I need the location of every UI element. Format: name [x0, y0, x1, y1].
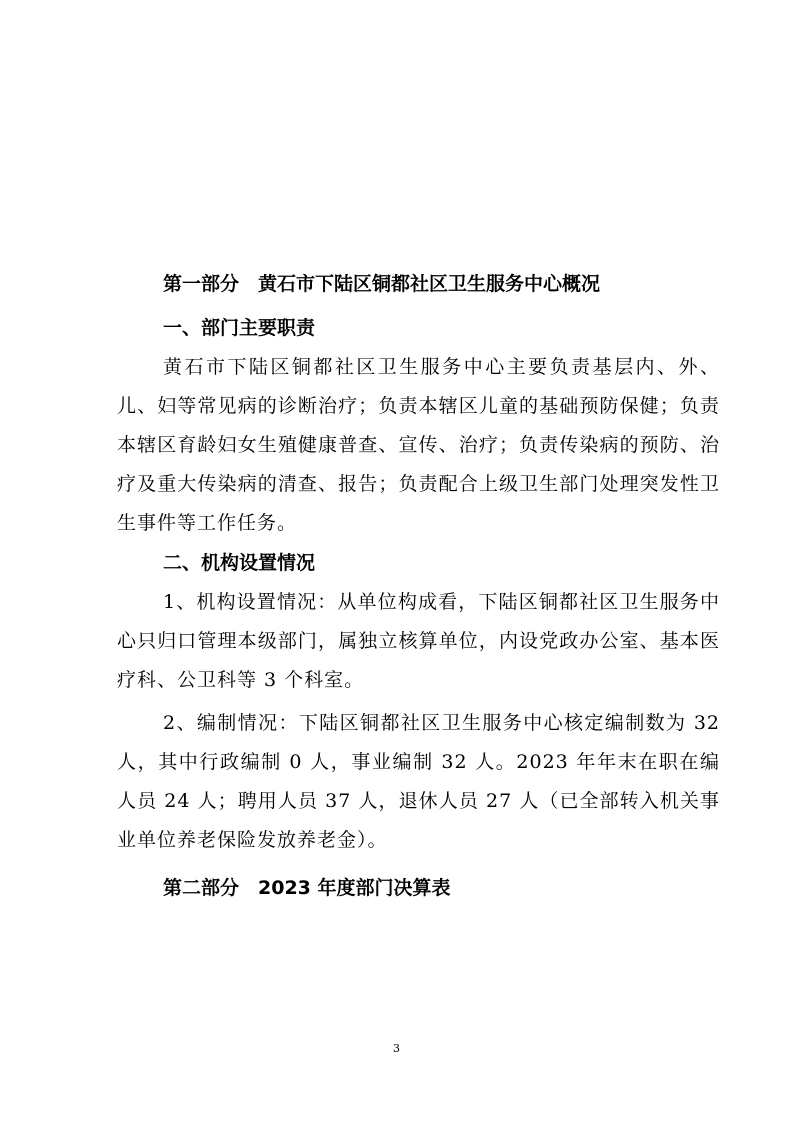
section-one-paragraph: 黄石市下陆区铜都社区卫生服务中心主要负责基层内、外、儿、妇等常见病的诊断治疗；负责本辖区儿童的基础预防保健；负责本辖区育龄妇女生殖健康普查、宣传、治疗；负责传染病的预防、治疗及重大传染病的清查、报告；负责配合上级卫生部门处理突发性卫生事件等工作任务。 — [117, 356, 720, 534]
spacer — [117, 860, 720, 868]
section-two-paragraph-org: 1、机构设置情况：从单位构成看，下陆区铜都社区卫生服务中心只归口管理本级部门，属独立核算单位，内设党政办公室、基本医疗科、公卫科等 3 个科室。 — [117, 591, 720, 691]
section-two-paragraph-staffing: 2、编制情况：下陆区铜都社区卫生服务中心核定编制数为 32 人，其中行政编制 0 人，事业编制 32 人。2023 年年末在职在编人员 24 人；聘用人员 37 人，退休人员 27 人（已全部转入机关事业单位养老保险发放养老金）。 — [117, 712, 720, 851]
part-one-heading: 第一部分 黄石市下陆区铜都社区卫生服务中心概况 — [163, 273, 601, 295]
section-two-heading: 二、机构设置情况 — [163, 552, 316, 574]
page-content — [117, 264, 720, 908]
page-number: 3 — [393, 1042, 400, 1055]
part-two-heading: 第二部分 2023 年度部门决算表 — [163, 877, 451, 899]
section-one-heading: 一、部门主要职责 — [163, 317, 316, 339]
